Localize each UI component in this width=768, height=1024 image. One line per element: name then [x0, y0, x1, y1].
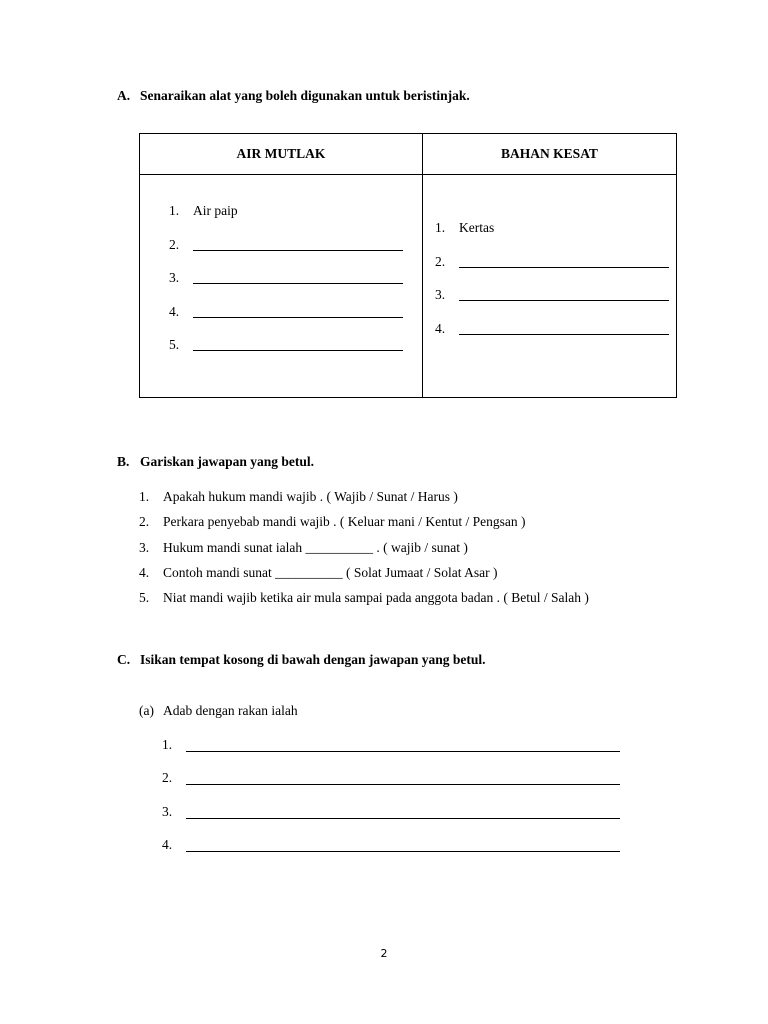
air-mutlak-item-2	[169, 237, 409, 255]
item-number: 5.	[169, 337, 180, 352]
air-mutlak-item-4	[169, 304, 409, 322]
section-b-title: Gariskan jawapan yang betul.	[140, 454, 315, 469]
section-a-letter: A.	[117, 88, 131, 103]
header-air-mutlak: AIR MUTLAK	[236, 146, 326, 161]
item-number: 1.	[169, 203, 180, 218]
line-number: 1.	[162, 737, 173, 752]
list-item	[139, 514, 526, 530]
section-a-heading	[117, 88, 470, 104]
answer-line[interactable]	[186, 806, 620, 819]
section-b-heading	[117, 454, 314, 470]
item-number: 4.	[139, 565, 150, 580]
answer-blank[interactable]	[459, 334, 669, 335]
sub-label: (a)	[139, 703, 154, 718]
answer-blank[interactable]	[459, 267, 669, 268]
answer-blank[interactable]	[193, 283, 403, 284]
answer-line[interactable]	[186, 739, 620, 752]
bahan-kesat-item-1	[435, 220, 675, 238]
item-number: 2.	[435, 254, 446, 269]
list-item	[139, 590, 589, 606]
sub-text: Adab dengan rakan ialah	[163, 703, 298, 718]
answer-blank[interactable]	[193, 250, 403, 251]
item-number: 1.	[435, 220, 446, 235]
item-number: 3.	[435, 287, 446, 302]
item-number: 4.	[169, 304, 180, 319]
section-a-table	[139, 133, 677, 398]
answer-blank[interactable]	[193, 317, 403, 318]
table-header-divider	[140, 174, 676, 175]
item-number: 3.	[169, 270, 180, 285]
air-mutlak-item-5	[169, 337, 409, 355]
list-item	[139, 489, 458, 505]
item-text: Hukum mandi sunat ialah __________ . ( wajib / sunat )	[163, 540, 468, 555]
section-c-title: Isikan tempat kosong di bawah dengan jawapan yang betul.	[140, 652, 486, 667]
item-text: Apakah hukum mandi wajib . ( Wajib / Sunat / Harus )	[163, 489, 458, 504]
line-number: 2.	[162, 770, 173, 785]
page-number: 2	[380, 947, 388, 960]
item-number: 1.	[139, 489, 150, 504]
answer-blank[interactable]	[193, 350, 403, 351]
air-mutlak-item-1	[169, 203, 409, 221]
section-a-title: Senaraikan alat yang boleh digunakan untuk beristinjak.	[140, 88, 470, 103]
section-b-letter: B.	[117, 454, 130, 469]
item-text: Contoh mandi sunat __________ ( Solat Jumaat / Solat Asar )	[163, 565, 498, 580]
item-number: 3.	[139, 540, 150, 555]
header-bahan-kesat: BAHAN KESAT	[501, 146, 598, 161]
section-c-letter: C.	[117, 652, 131, 667]
line-number: 4.	[162, 837, 173, 852]
section-c-subquestion	[139, 703, 298, 719]
bahan-kesat-item-3	[435, 287, 675, 305]
answer-line[interactable]	[186, 772, 620, 785]
item-text: Air paip	[193, 203, 238, 218]
item-number: 4.	[435, 321, 446, 336]
item-text: Niat mandi wajib ketika air mula sampai pada anggota badan . ( Betul / Salah )	[163, 590, 589, 605]
section-c-heading	[117, 652, 485, 668]
item-number: 2.	[169, 237, 180, 252]
answer-blank[interactable]	[459, 300, 669, 301]
list-item	[139, 565, 497, 581]
answer-line[interactable]	[186, 839, 620, 852]
list-item	[139, 540, 468, 556]
air-mutlak-item-3	[169, 270, 409, 288]
line-number: 3.	[162, 804, 173, 819]
item-text: Perkara penyebab mandi wajib . ( Keluar mani / Kentut / Pengsan )	[163, 514, 526, 529]
item-text: Kertas	[459, 220, 495, 235]
bahan-kesat-item-4	[435, 321, 675, 339]
bahan-kesat-item-2	[435, 254, 675, 272]
item-number: 2.	[139, 514, 150, 529]
item-number: 5.	[139, 590, 150, 605]
